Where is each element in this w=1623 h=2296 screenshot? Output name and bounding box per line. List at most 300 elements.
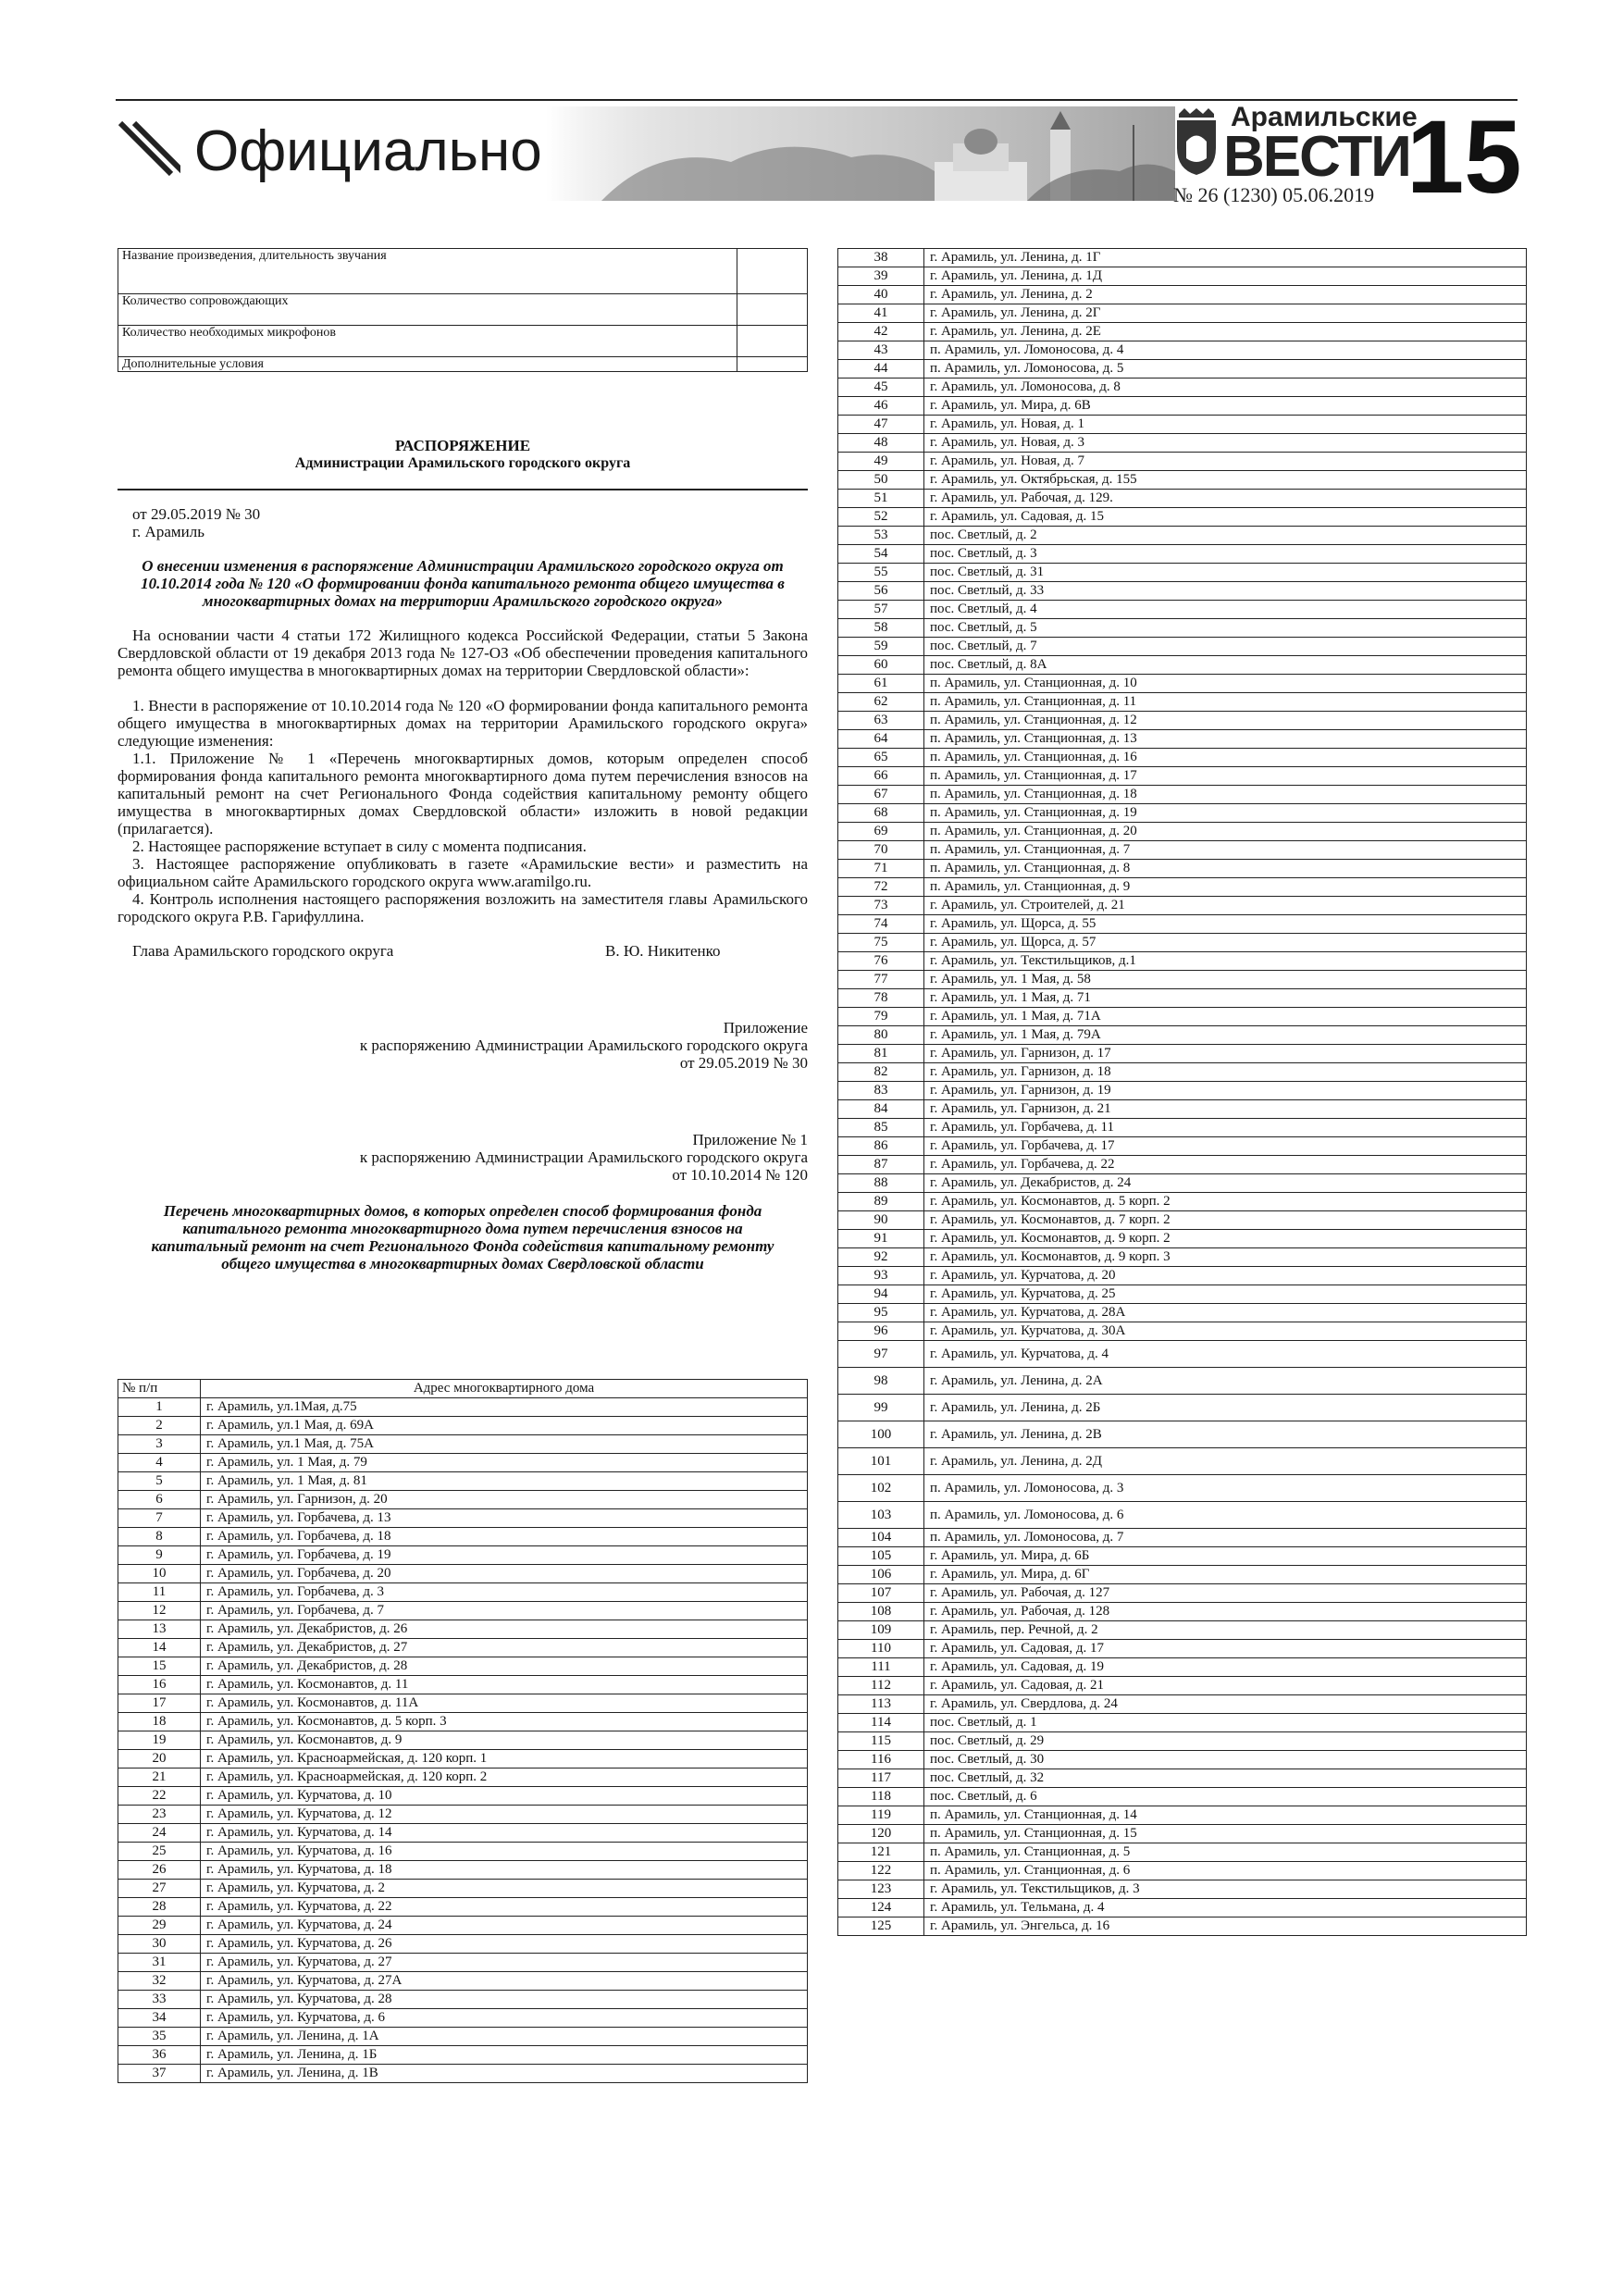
form-row-label: Количество необходимых микрофонов (118, 326, 737, 357)
table-row (838, 878, 1527, 897)
row-number: 110 (838, 1640, 924, 1658)
table-row (838, 508, 1527, 527)
table-row (838, 638, 1527, 656)
table-row (838, 1621, 1527, 1640)
row-number: 37 (118, 2065, 201, 2083)
row-number: 28 (118, 1898, 201, 1917)
list-title: Перечень многоквартирных домов, в которых определен способ формирования фонда капитального ремонта многоквартирного дома путем перечисления взносов на капитальный ремонт на счет Регионального Фонда содействия капитальному ремонту общего имущества в многоквартирных домах Свердловской области (151, 1202, 774, 1272)
row-address: г. Арамиль, ул. Ленина, д. 2А (924, 1368, 1527, 1395)
row-number: 114 (838, 1714, 924, 1732)
row-address: г. Арамиль, ул. Декабристов, д. 27 (201, 1639, 808, 1657)
row-number: 61 (838, 675, 924, 693)
row-address: п. Арамиль, ул. Станционная, д. 11 (924, 693, 1527, 712)
row-address: г. Арамиль, ул. Красноармейская, д. 120 корп. 2 (201, 1769, 808, 1787)
row-address: г. Арамиль, ул.1 Мая, д. 75А (201, 1435, 808, 1454)
row-number: 111 (838, 1658, 924, 1677)
row-number: 115 (838, 1732, 924, 1751)
row-number: 82 (838, 1063, 924, 1082)
row-number: 101 (838, 1448, 924, 1475)
table-row (838, 1769, 1527, 1788)
row-number: 68 (838, 804, 924, 823)
row-address: г. Арамиль, ул. Текстильщиков, д. 3 (924, 1880, 1527, 1899)
table-header-row (118, 1380, 808, 1398)
row-address: г. Арамиль, ул. Садовая, д. 15 (924, 508, 1527, 527)
form-row-value (737, 326, 808, 357)
row-address: г. Арамиль, ул. Космонавтов, д. 9 корп. 3 (924, 1248, 1527, 1267)
row-number: 99 (838, 1395, 924, 1421)
row-address: г. Арамиль, ул. Новая, д. 3 (924, 434, 1527, 453)
table-row (838, 730, 1527, 749)
appendix-label: Приложение (723, 1019, 808, 1036)
table-row (838, 1732, 1527, 1751)
form-row-label: Количество сопровождающих (118, 294, 737, 326)
row-address: г. Арамиль, ул. Курчатова, д. 14 (201, 1824, 808, 1843)
row-address: г. Арамиль, ул. 1 Мая, д. 79 (201, 1454, 808, 1472)
table-row (118, 1398, 808, 1417)
table-row (838, 1695, 1527, 1714)
row-number: 87 (838, 1156, 924, 1174)
row-address: г. Арамиль, ул. Октябрьская, д. 155 (924, 471, 1527, 490)
table-row (838, 1267, 1527, 1285)
row-address: пос. Светлый, д. 3 (924, 545, 1527, 564)
appendix-reference: к распоряжению Администрации Арамильского городского округа (359, 1036, 808, 1054)
row-address: г. Арамиль, ул. Ломоносова, д. 8 (924, 379, 1527, 397)
appendix-date: от 10.10.2014 № 120 (672, 1166, 808, 1184)
row-number: 16 (118, 1676, 201, 1694)
row-number: 18 (118, 1713, 201, 1731)
row-number: 76 (838, 952, 924, 971)
row-number: 107 (838, 1584, 924, 1603)
row-address: г. Арамиль, ул.1 Мая, д. 69А (201, 1417, 808, 1435)
table-row (838, 1421, 1527, 1448)
table-row (118, 1602, 808, 1620)
table-row (838, 453, 1527, 471)
row-address: п. Арамиль, ул. Станционная, д. 9 (924, 878, 1527, 897)
table-row (118, 1935, 808, 1954)
row-address: г. Арамиль, ул. Новая, д. 7 (924, 453, 1527, 471)
row-address: г. Арамиль, ул. Гарнизон, д. 21 (924, 1100, 1527, 1119)
row-address: г. Арамиль, ул. Ленина, д. 1Б (201, 2046, 808, 2065)
row-address: г. Арамиль, ул. Космонавтов, д. 5 корп. 3 (201, 1713, 808, 1731)
row-number: 38 (838, 249, 924, 267)
row-address: г. Арамиль, ул. Горбачева, д. 7 (201, 1602, 808, 1620)
table-row (118, 1750, 808, 1769)
table-row (838, 1502, 1527, 1529)
table-row (838, 1658, 1527, 1677)
table-row (838, 1285, 1527, 1304)
table-row (118, 1509, 808, 1528)
row-address: г. Арамиль, ул. Курчатова, д. 18 (201, 1861, 808, 1880)
row-number: 8 (118, 1528, 201, 1546)
row-number: 74 (838, 915, 924, 934)
row-number: 112 (838, 1677, 924, 1695)
order-heading: О внесении изменения в распоряжение Администрации Арамильского городского округа от 10.10.2014 года № 120 «О формировании фонда капитального ремонта общего имущества в многоквартирных домах на территории Арамильского городского округа» (141, 557, 785, 610)
row-number: 23 (118, 1806, 201, 1824)
row-address: г. Арамиль, ул. Ленина, д. 2Д (924, 1448, 1527, 1475)
table-row (838, 1603, 1527, 1621)
table-row (118, 1806, 808, 1824)
table-row (838, 1475, 1527, 1502)
row-address: г. Арамиль, ул. Курчатова, д. 2 (201, 1880, 808, 1898)
table-row (838, 656, 1527, 675)
row-address: г. Арамиль, ул. 1 Мая, д. 79А (924, 1026, 1527, 1045)
row-number: 42 (838, 323, 924, 341)
row-address: г. Арамиль, ул. Курчатова, д. 28А (924, 1304, 1527, 1322)
row-address: пос. Светлый, д. 8А (924, 656, 1527, 675)
row-number: 31 (118, 1954, 201, 1972)
row-address: г. Арамиль, ул. Рабочая, д. 127 (924, 1584, 1527, 1603)
table-row (838, 1529, 1527, 1547)
table-row (838, 1248, 1527, 1267)
table-row (838, 341, 1527, 360)
order-item-2: 2. Настоящее распоряжение вступает в силу с момента подписания. (132, 838, 587, 855)
row-address: г. Арамиль, ул. Новая, д. 1 (924, 416, 1527, 434)
table-row (118, 1843, 808, 1861)
table-row (838, 1368, 1527, 1395)
row-number: 109 (838, 1621, 924, 1640)
table-row (838, 1899, 1527, 1917)
row-number: 100 (838, 1421, 924, 1448)
table-row (838, 304, 1527, 323)
row-number: 124 (838, 1899, 924, 1917)
row-number: 50 (838, 471, 924, 490)
row-number: 24 (118, 1824, 201, 1843)
table-row (838, 1008, 1527, 1026)
table-row (838, 971, 1527, 989)
row-number: 14 (118, 1639, 201, 1657)
table-row (838, 323, 1527, 341)
row-number: 45 (838, 379, 924, 397)
row-address: г. Арамиль, ул. Ленина, д. 2 (924, 286, 1527, 304)
table-row (838, 582, 1527, 601)
table-row (118, 1417, 808, 1435)
row-address: пос. Светлый, д. 33 (924, 582, 1527, 601)
row-address: г. Арамиль, ул. Курчатова, д. 16 (201, 1843, 808, 1861)
row-address: г. Арамиль, ул. Гарнизон, д. 20 (201, 1491, 808, 1509)
row-address: г. Арамиль, ул. Гарнизон, д. 17 (924, 1045, 1527, 1063)
row-address: г. Арамиль, ул. Курчатова, д. 27 (201, 1954, 808, 1972)
table-row (838, 1100, 1527, 1119)
table-row (838, 1082, 1527, 1100)
row-number: 19 (118, 1731, 201, 1750)
row-number: 49 (838, 453, 924, 471)
row-address: г. Арамиль, ул. Курчатова, д. 24 (201, 1917, 808, 1935)
row-number: 94 (838, 1285, 924, 1304)
row-address: г. Арамиль, ул. Горбачева, д. 17 (924, 1137, 1527, 1156)
row-address: г. Арамиль, ул. Садовая, д. 17 (924, 1640, 1527, 1658)
table-row (118, 2009, 808, 2028)
title-rule (118, 489, 808, 490)
row-address: п. Арамиль, ул. Станционная, д. 12 (924, 712, 1527, 730)
row-address: г. Арамиль, ул. Ленина, д. 2Е (924, 323, 1527, 341)
table-row (838, 1119, 1527, 1137)
row-address: г. Арамиль, ул. Садовая, д. 21 (924, 1677, 1527, 1695)
row-number: 70 (838, 841, 924, 860)
row-address: г. Арамиль, ул. Рабочая, д. 129. (924, 490, 1527, 508)
header-rule (116, 99, 1518, 101)
table-row (838, 249, 1527, 267)
form-row-label: Название произведения, длительность звучания (118, 249, 737, 294)
table-row (838, 1788, 1527, 1806)
row-address: г. Арамиль, ул. Свердлова, д. 24 (924, 1695, 1527, 1714)
signature-role: Глава Арамильского городского округа (132, 942, 394, 960)
row-address: г. Арамиль, ул. Энгельса, д. 16 (924, 1917, 1527, 1936)
table-row (838, 416, 1527, 434)
row-address: п. Арамиль, ул. Станционная, д. 20 (924, 823, 1527, 841)
section-title: Официально (194, 119, 542, 183)
row-address: пос. Светлый, д. 4 (924, 601, 1527, 619)
table-row (838, 1137, 1527, 1156)
appendix-1-note (118, 1131, 808, 1184)
row-address: г. Арамиль, ул. Текстильщиков, д.1 (924, 952, 1527, 971)
row-number: 117 (838, 1769, 924, 1788)
row-address: г. Арамиль, ул. Горбачева, д. 3 (201, 1583, 808, 1602)
row-address: г. Арамиль, ул. 1 Мая, д. 58 (924, 971, 1527, 989)
row-number: 78 (838, 989, 924, 1008)
row-number: 10 (118, 1565, 201, 1583)
row-number: 39 (838, 267, 924, 286)
row-number: 20 (118, 1750, 201, 1769)
row-number: 58 (838, 619, 924, 638)
col-header-address: Адрес многоквартирного дома (201, 1380, 808, 1398)
row-address: г. Арамиль, ул. Курчатова, д. 4 (924, 1341, 1527, 1368)
row-number: 26 (118, 1861, 201, 1880)
row-number: 67 (838, 786, 924, 804)
row-number: 83 (838, 1082, 924, 1100)
table-row (838, 1322, 1527, 1341)
table-row (838, 1917, 1527, 1936)
row-number: 2 (118, 1417, 201, 1435)
row-address: г. Арамиль, ул. Курчатова, д. 10 (201, 1787, 808, 1806)
table-row (118, 1824, 808, 1843)
row-address: г. Арамиль, ул.1Мая, д.75 (201, 1398, 808, 1417)
row-number: 17 (118, 1694, 201, 1713)
row-address: пос. Светлый, д. 2 (924, 527, 1527, 545)
row-address: г. Арамиль, ул. Курчатова, д. 22 (201, 1898, 808, 1917)
row-number: 79 (838, 1008, 924, 1026)
table-row (838, 1584, 1527, 1603)
row-address: г. Арамиль, ул. Строителей, д. 21 (924, 897, 1527, 915)
row-number: 29 (118, 1917, 201, 1935)
row-address: г. Арамиль, ул. Ленина, д. 2Г (924, 304, 1527, 323)
row-address: г. Арамиль, ул. Космонавтов, д. 9 (201, 1731, 808, 1750)
table-row (838, 804, 1527, 823)
row-address: п. Арамиль, ул. Ломоносова, д. 3 (924, 1475, 1527, 1502)
logo-main-text: ВЕСТИ (1223, 125, 1410, 189)
table-row (838, 1063, 1527, 1082)
table-row (118, 2046, 808, 2065)
row-number: 81 (838, 1045, 924, 1063)
row-number: 47 (838, 416, 924, 434)
row-address: г. Арамиль, ул. Космонавтов, д. 5 корп. 2 (924, 1193, 1527, 1211)
row-address: п. Арамиль, ул. Станционная, д. 10 (924, 675, 1527, 693)
row-address: п. Арамиль, ул. Станционная, д. 18 (924, 786, 1527, 804)
table-row (118, 1917, 808, 1935)
row-address: г. Арамиль, ул. 1 Мая, д. 71 (924, 989, 1527, 1008)
row-number: 40 (838, 286, 924, 304)
row-number: 104 (838, 1529, 924, 1547)
table-row (118, 1769, 808, 1787)
table-row (838, 527, 1527, 545)
table-row (838, 1640, 1527, 1658)
table-row (838, 712, 1527, 730)
address-table-right (837, 248, 1527, 1936)
signature-name: В. Ю. Никитенко (605, 942, 721, 960)
row-address: п. Арамиль, ул. Станционная, д. 14 (924, 1806, 1527, 1825)
table-row (838, 1714, 1527, 1732)
row-address: г. Арамиль, ул. Красноармейская, д. 120 корп. 1 (201, 1750, 808, 1769)
table-row (838, 1395, 1527, 1421)
table-row (838, 1174, 1527, 1193)
row-number: 122 (838, 1862, 924, 1880)
row-number: 34 (118, 2009, 201, 2028)
order-item-1-1: 1.1. Приложение № 1 «Перечень многоквартирных домов, которым определен способ формирования фонда капитального ремонта многоквартирного дома путем перечисления взносов на капитальный ремонт на счет Регионального Фонда содействия капитальному ремонту общего имущества в многоквартирных домах Свердловской области» изложить в новой редакции (прилагается). (118, 750, 808, 838)
row-number: 71 (838, 860, 924, 878)
issue-number: № 26 (1230) 05.06.2019 (1173, 183, 1375, 206)
table-row (838, 1156, 1527, 1174)
row-number: 41 (838, 304, 924, 323)
table-row (118, 2028, 808, 2046)
row-number: 33 (118, 1991, 201, 2009)
row-number: 6 (118, 1491, 201, 1509)
row-number: 21 (118, 1769, 201, 1787)
appendix-note (118, 1019, 808, 1072)
row-number: 98 (838, 1368, 924, 1395)
row-number: 3 (118, 1435, 201, 1454)
performance-form-table (118, 248, 808, 372)
appendix-date: от 29.05.2019 № 30 (679, 1054, 808, 1072)
row-address: г. Арамиль, ул. Мира, д. 6Г (924, 1566, 1527, 1584)
row-number: 96 (838, 1322, 924, 1341)
row-number: 102 (838, 1475, 924, 1502)
table-row (838, 823, 1527, 841)
row-address: г. Арамиль, ул. Ленина, д. 2Б (924, 1395, 1527, 1421)
row-number: 13 (118, 1620, 201, 1639)
table-row (118, 1528, 808, 1546)
row-address: г. Арамиль, ул. Ленина, д. 2В (924, 1421, 1527, 1448)
row-number: 93 (838, 1267, 924, 1285)
row-address: г. Арамиль, ул. Мира, д. 6Б (924, 1547, 1527, 1566)
row-address: г. Арамиль, ул. Садовая, д. 19 (924, 1658, 1527, 1677)
table-row (118, 1454, 808, 1472)
row-number: 116 (838, 1751, 924, 1769)
table-row (118, 1713, 808, 1731)
table-row (838, 286, 1527, 304)
row-address: г. Арамиль, ул. Щорса, д. 57 (924, 934, 1527, 952)
order-date: от 29.05.2019 № 30 (132, 505, 261, 523)
table-row (838, 1230, 1527, 1248)
table-row (838, 1448, 1527, 1475)
row-address: г. Арамиль, ул. Тельмана, д. 4 (924, 1899, 1527, 1917)
table-row (118, 1972, 808, 1991)
row-number: 80 (838, 1026, 924, 1045)
row-address: п. Арамиль, ул. Станционная, д. 16 (924, 749, 1527, 767)
row-number: 43 (838, 341, 924, 360)
table-row (118, 1898, 808, 1917)
table-row (838, 619, 1527, 638)
table-row (838, 1825, 1527, 1843)
double-slash-icon (116, 116, 180, 180)
row-address: пос. Светлый, д. 30 (924, 1751, 1527, 1769)
row-address: г. Арамиль, ул. Курчатова, д. 27А (201, 1972, 808, 1991)
row-address: г. Арамиль, ул. Курчатова, д. 20 (924, 1267, 1527, 1285)
row-address: п. Арамиль, ул. Станционная, д. 7 (924, 841, 1527, 860)
table-row (118, 2065, 808, 2083)
table-row (118, 1731, 808, 1750)
row-number: 30 (118, 1935, 201, 1954)
table-row (118, 1639, 808, 1657)
row-number: 72 (838, 878, 924, 897)
row-number: 32 (118, 1972, 201, 1991)
row-number: 36 (118, 2046, 201, 2065)
row-address: пос. Светлый, д. 32 (924, 1769, 1527, 1788)
row-number: 25 (118, 1843, 201, 1861)
table-row (838, 934, 1527, 952)
row-number: 92 (838, 1248, 924, 1267)
row-number: 51 (838, 490, 924, 508)
table-row (838, 1193, 1527, 1211)
row-address: г. Арамиль, ул. 1 Мая, д. 81 (201, 1472, 808, 1491)
table-row (838, 693, 1527, 712)
table-row (838, 1341, 1527, 1368)
logo-top-text: Арамильские (1231, 102, 1418, 132)
town-photo-banner (546, 106, 1175, 201)
row-number: 89 (838, 1193, 924, 1211)
row-address: г. Арамиль, ул. Мира, д. 6В (924, 397, 1527, 416)
row-number: 54 (838, 545, 924, 564)
table-row (838, 1566, 1527, 1584)
row-number: 9 (118, 1546, 201, 1565)
row-number: 27 (118, 1880, 201, 1898)
row-address: г. Арамиль, ул. Гарнизон, д. 19 (924, 1082, 1527, 1100)
row-number: 53 (838, 527, 924, 545)
row-address: г. Арамиль, ул. Курчатова, д. 26 (201, 1935, 808, 1954)
row-number: 119 (838, 1806, 924, 1825)
table-row (118, 1620, 808, 1639)
row-address: г. Арамиль, ул. Горбачева, д. 22 (924, 1156, 1527, 1174)
row-number: 69 (838, 823, 924, 841)
row-address: г. Арамиль, ул. Ленина, д. 1В (201, 2065, 808, 2083)
row-address: г. Арамиль, ул. Курчатова, д. 28 (201, 1991, 808, 2009)
appendix-label: Приложение № 1 (692, 1131, 808, 1148)
row-address: г. Арамиль, ул. Горбачева, д. 13 (201, 1509, 808, 1528)
row-address: г. Арамиль, ул. Ленина, д. 1А (201, 2028, 808, 2046)
table-row (838, 360, 1527, 379)
table-row (118, 1491, 808, 1509)
row-address: г. Арамиль, ул. Курчатова, д. 25 (924, 1285, 1527, 1304)
row-address: пос. Светлый, д. 7 (924, 638, 1527, 656)
row-address: г. Арамиль, ул. Горбачева, д. 11 (924, 1119, 1527, 1137)
order-preamble: На основании части 4 статьи 172 Жилищного кодекса Российской Федерации, статьи 5 Закона Свердловской области от 19 декабря 2013 года № 127-ОЗ «Об обеспечении проведения капитального ремонта общего имущества в многоквартирных домах на территории Свердловской области»: (118, 627, 808, 679)
table-row (118, 1880, 808, 1898)
row-address: п. Арамиль, ул. Ломоносова, д. 7 (924, 1529, 1527, 1547)
table-row (118, 1991, 808, 2009)
row-number: 59 (838, 638, 924, 656)
row-number: 22 (118, 1787, 201, 1806)
col-header-number: № п/п (118, 1380, 201, 1398)
row-address: г. Арамиль, ул. Рабочая, д. 128 (924, 1603, 1527, 1621)
row-number: 5 (118, 1472, 201, 1491)
row-number: 73 (838, 897, 924, 915)
row-number: 57 (838, 601, 924, 619)
row-address: г. Арамиль, ул. Космонавтов, д. 11А (201, 1694, 808, 1713)
table-row (838, 379, 1527, 397)
row-address: г. Арамиль, ул. 1 Мая, д. 71А (924, 1008, 1527, 1026)
row-number: 95 (838, 1304, 924, 1322)
row-address: пос. Светлый, д. 1 (924, 1714, 1527, 1732)
table-row (118, 1694, 808, 1713)
appendix-reference: к распоряжению Администрации Арамильского городского округа (359, 1148, 808, 1166)
